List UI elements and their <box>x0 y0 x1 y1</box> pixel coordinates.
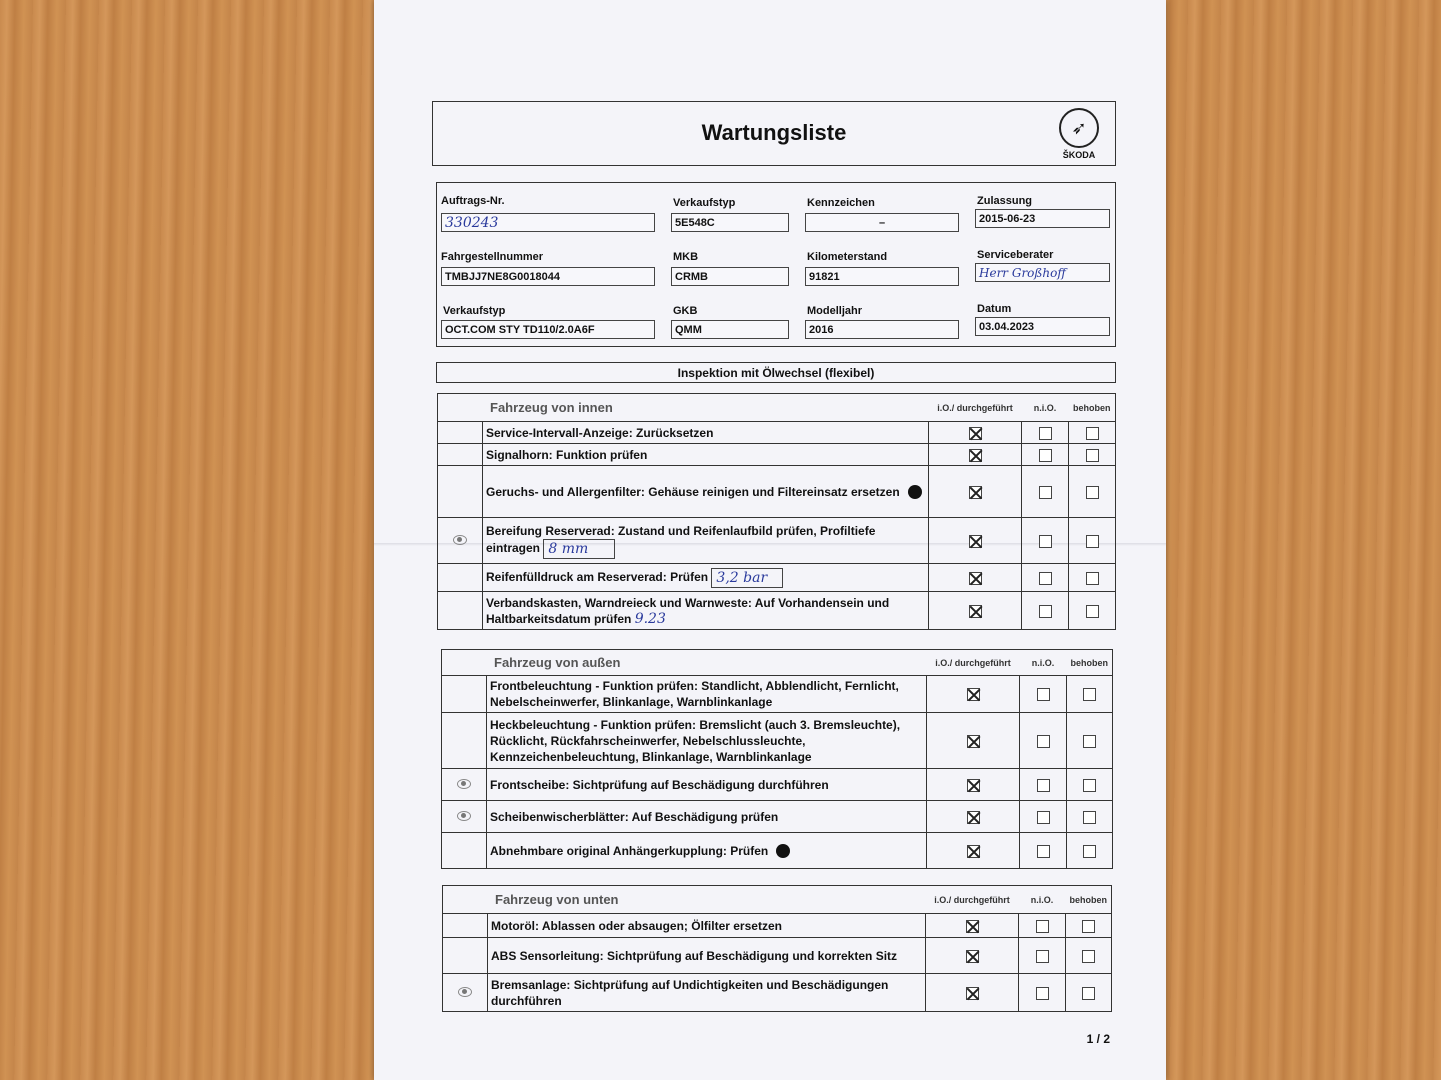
row-text-cell <box>483 564 929 592</box>
behoben-checkbox[interactable] <box>1086 535 1099 548</box>
row-text: Service-Intervall-Anzeige: Zurücksetzen <box>483 422 929 444</box>
table-row <box>438 422 1116 444</box>
col-nio-header: n.i.O. <box>1019 886 1066 914</box>
nio-cell <box>1022 422 1069 444</box>
row-icon-cell <box>443 914 488 938</box>
row-icon-cell <box>443 938 488 974</box>
behoben-cell <box>1066 914 1112 938</box>
gkb-value: QMM <box>671 320 789 339</box>
fahrgestell-label: Fahrgestellnummer <box>441 251 544 263</box>
row-icon-cell <box>442 713 487 769</box>
io-checkbox[interactable] <box>966 920 979 933</box>
behoben-cell <box>1067 833 1113 869</box>
nio-cell <box>1022 466 1069 518</box>
row-text: ABS Sensorleitung: Sichtprüfung auf Beschädigung und korrekten Sitz <box>488 938 926 974</box>
table-row <box>442 801 1113 833</box>
row-text: Geruchs- und Allergenfilter: Gehäuse reinigen und Filtereinsatz ersetzen <box>486 484 900 499</box>
row-icon-cell <box>438 564 483 592</box>
io-cell <box>929 444 1022 466</box>
behoben-cell <box>1069 444 1116 466</box>
inspection-title-box <box>436 362 1116 383</box>
io-checkbox[interactable] <box>969 449 982 462</box>
section-header-row <box>438 394 1116 422</box>
behoben-checkbox[interactable] <box>1083 811 1096 824</box>
row-text: Bremsanlage: Sichtprüfung auf Undichtigkeiten und Beschädigungen durchführen <box>488 974 926 1012</box>
behoben-cell <box>1066 938 1112 974</box>
io-cell <box>927 769 1020 801</box>
row-text: Heckbeleuchtung - Funktion prüfen: Bremslicht (auch 3. Bremsleuchte), Rücklicht, Rückfahrscheinwerfer, Nebelschlussleuchte, Kennzeichenbeleuchtung, Blinkanlage, Warnblinkanlage <box>487 713 927 769</box>
zulassung-value: 2015-06-23 <box>975 209 1110 228</box>
row-text: Motoröl: Ablassen oder absaugen; Ölfilter ersetzen <box>488 914 926 938</box>
eye-icon <box>458 987 472 997</box>
io-checkbox[interactable] <box>969 572 982 585</box>
row-icon-cell <box>442 833 487 869</box>
io-cell <box>926 914 1019 938</box>
io-cell <box>929 422 1022 444</box>
io-cell <box>929 592 1022 630</box>
row-icon-cell <box>438 466 483 518</box>
io-cell <box>929 564 1022 592</box>
io-checkbox[interactable] <box>969 427 982 440</box>
nio-cell <box>1022 518 1069 564</box>
nio-cell <box>1020 801 1067 833</box>
row-text: Frontbeleuchtung - Funktion prüfen: Standlicht, Abblendlicht, Fernlicht, Nebelscheinwerfer, Blinkanlage, Warnblinkanlage <box>487 676 927 713</box>
modelljahr-value: 2016 <box>805 320 959 339</box>
row-icon-cell <box>438 444 483 466</box>
verkaufstyp2-label: Verkaufstyp <box>443 305 506 317</box>
row-text: Verbandskasten, Warndreieck und Warnweste: Auf Vorhandensein und Haltbarkeitsdatum prüfen <box>486 595 890 626</box>
nio-checkbox[interactable] <box>1037 779 1050 792</box>
io-cell <box>926 974 1019 1012</box>
table-row <box>443 914 1112 938</box>
behoben-cell <box>1066 974 1112 1012</box>
behoben-cell <box>1067 713 1113 769</box>
behoben-checkbox[interactable] <box>1083 735 1096 748</box>
nio-checkbox[interactable] <box>1037 845 1050 858</box>
section-unten-table <box>442 885 1112 1012</box>
io-checkbox[interactable] <box>969 486 982 499</box>
io-cell <box>927 676 1020 713</box>
io-checkbox[interactable] <box>966 987 979 1000</box>
col-behoben-header: behoben <box>1066 886 1112 914</box>
io-checkbox[interactable] <box>967 688 980 701</box>
table-row <box>438 592 1116 630</box>
io-checkbox[interactable] <box>967 811 980 824</box>
io-checkbox[interactable] <box>967 845 980 858</box>
km-value: 91821 <box>805 267 959 286</box>
io-checkbox[interactable] <box>969 535 982 548</box>
col-behoben-header: behoben <box>1069 394 1116 422</box>
section-title: Fahrzeug von außen <box>442 650 927 676</box>
table-row <box>438 444 1116 466</box>
io-cell <box>926 938 1019 974</box>
profiltiefe-entry[interactable]: 8 mm <box>543 539 615 559</box>
table-row <box>442 833 1113 869</box>
table-row <box>443 938 1112 974</box>
row-icon-cell <box>438 518 483 564</box>
kennzeichen-value: – <box>805 213 959 232</box>
behoben-checkbox[interactable] <box>1083 779 1096 792</box>
page-number: 1 / 2 <box>1086 1032 1110 1046</box>
behoben-checkbox[interactable] <box>1083 688 1096 701</box>
behoben-checkbox[interactable] <box>1086 605 1099 618</box>
col-nio-header: n.i.O. <box>1020 650 1067 676</box>
section-innen-table <box>437 393 1116 630</box>
nio-cell <box>1019 974 1066 1012</box>
table-row <box>438 466 1116 518</box>
nio-cell <box>1020 676 1067 713</box>
nio-checkbox[interactable] <box>1036 950 1049 963</box>
logo-arrow-icon: ➶ <box>1059 108 1099 148</box>
inspection-title: Inspektion mit Ölwechsel (flexibel) <box>677 366 875 380</box>
haltbarkeit-entry: 9.23 <box>634 610 666 627</box>
io-cell <box>927 713 1020 769</box>
nio-checkbox[interactable] <box>1037 811 1050 824</box>
row-text-cell <box>483 518 929 564</box>
km-label: Kilometerstand <box>807 251 888 263</box>
row-icon-cell <box>443 974 488 1012</box>
gkb-label: GKB <box>673 305 698 317</box>
title-box <box>432 101 1116 166</box>
behoben-checkbox[interactable] <box>1082 950 1095 963</box>
section-title: Fahrzeug von innen <box>438 394 929 422</box>
nio-checkbox[interactable] <box>1039 449 1052 462</box>
row-text: Frontscheibe: Sichtprüfung auf Beschädigung durchführen <box>487 769 927 801</box>
modelljahr-label: Modelljahr <box>807 305 863 317</box>
nio-checkbox[interactable] <box>1039 486 1052 499</box>
logo-brand-text: ŠKODA <box>1062 150 1096 160</box>
fahrgestell-value: TMBJJ7NE8G0018044 <box>441 267 655 286</box>
eye-icon <box>453 535 467 545</box>
row-icon-cell <box>442 676 487 713</box>
row-text: Scheibenwischerblätter: Auf Beschädigung prüfen <box>487 801 927 833</box>
col-io-header: i.O./ durchgeführt <box>926 886 1019 914</box>
section-aussen-table <box>441 649 1113 869</box>
table-row <box>442 769 1113 801</box>
nio-cell <box>1020 769 1067 801</box>
behoben-checkbox[interactable] <box>1082 920 1095 933</box>
section-title: Fahrzeug von unten <box>443 886 926 914</box>
vehicle-info-box <box>436 182 1116 347</box>
filled-dot-icon <box>908 485 922 499</box>
auftrag-value: 330243 <box>441 213 655 232</box>
nio-cell <box>1022 592 1069 630</box>
behoben-cell <box>1069 422 1116 444</box>
row-text: Bereifung Reserverad: Zustand und Reifenlaufbild prüfen, Profiltiefe eintragen <box>486 523 876 555</box>
document-page <box>374 0 1166 1080</box>
nio-cell <box>1019 938 1066 974</box>
io-cell <box>927 801 1020 833</box>
row-text-cell <box>483 466 929 518</box>
zulassung-label: Zulassung <box>977 195 1033 207</box>
io-cell <box>929 466 1022 518</box>
nio-checkbox[interactable] <box>1037 735 1050 748</box>
section-header-row <box>443 886 1112 914</box>
berater-label: Serviceberater <box>977 249 1054 261</box>
behoben-cell <box>1069 466 1116 518</box>
row-text: Abnehmbare original Anhängerkupplung: Prüfen <box>490 843 769 858</box>
io-checkbox[interactable] <box>969 605 982 618</box>
behoben-cell <box>1069 592 1116 630</box>
nio-checkbox[interactable] <box>1039 427 1052 440</box>
section-header-row <box>442 650 1113 676</box>
behoben-cell <box>1067 769 1113 801</box>
document-title: Wartungsliste <box>701 120 847 145</box>
col-nio-header: n.i.O. <box>1022 394 1069 422</box>
behoben-cell <box>1069 518 1116 564</box>
row-icon-cell <box>442 769 487 801</box>
nio-checkbox[interactable] <box>1036 987 1049 1000</box>
eye-icon <box>457 779 471 789</box>
row-icon-cell <box>438 592 483 630</box>
col-io-header: i.O./ durchgeführt <box>929 394 1022 422</box>
table-row <box>438 564 1116 592</box>
io-cell <box>929 518 1022 564</box>
table-row <box>438 518 1116 564</box>
table-row <box>442 713 1113 769</box>
eye-icon <box>457 811 471 821</box>
row-text-cell <box>483 592 929 630</box>
row-text-cell <box>487 833 927 869</box>
verkaufstyp-value: 5E548C <box>671 213 789 232</box>
datum-value: 03.04.2023 <box>975 317 1110 336</box>
nio-checkbox[interactable] <box>1036 920 1049 933</box>
behoben-checkbox[interactable] <box>1086 427 1099 440</box>
nio-checkbox[interactable] <box>1039 572 1052 585</box>
behoben-checkbox[interactable] <box>1082 987 1095 1000</box>
nio-cell <box>1022 564 1069 592</box>
row-text: Signalhorn: Funktion prüfen <box>483 444 929 466</box>
io-checkbox[interactable] <box>967 735 980 748</box>
skoda-logo <box>1055 108 1103 160</box>
io-checkbox[interactable] <box>966 950 979 963</box>
nio-cell <box>1022 444 1069 466</box>
behoben-checkbox[interactable] <box>1086 572 1099 585</box>
auftrag-label: Auftrags-Nr. <box>441 195 505 207</box>
reifendruck-entry[interactable]: 3,2 bar <box>711 568 783 588</box>
mkb-label: MKB <box>673 251 699 263</box>
col-io-header: i.O./ durchgeführt <box>927 650 1020 676</box>
col-behoben-header: behoben <box>1067 650 1113 676</box>
nio-checkbox[interactable] <box>1037 688 1050 701</box>
datum-label: Datum <box>977 303 1012 315</box>
row-icon-cell <box>438 422 483 444</box>
io-cell <box>927 833 1020 869</box>
behoben-cell <box>1067 676 1113 713</box>
filled-dot-icon <box>776 844 790 858</box>
behoben-checkbox[interactable] <box>1086 486 1099 499</box>
row-text: Reifenfülldruck am Reserverad: Prüfen <box>486 569 709 584</box>
table-row <box>442 676 1113 713</box>
kennzeichen-label: Kennzeichen <box>807 197 875 209</box>
io-checkbox[interactable] <box>967 779 980 792</box>
berater-value: Herr Großhoff <box>975 263 1110 282</box>
verkaufstyp2-value: OCT.COM STY TD110/2.0A6F <box>441 320 655 339</box>
behoben-cell <box>1067 801 1113 833</box>
behoben-checkbox[interactable] <box>1083 845 1096 858</box>
behoben-checkbox[interactable] <box>1086 449 1099 462</box>
nio-checkbox[interactable] <box>1039 605 1052 618</box>
table-row <box>443 974 1112 1012</box>
verkaufstyp-label: Verkaufstyp <box>673 197 736 209</box>
row-icon-cell <box>442 801 487 833</box>
nio-cell <box>1020 713 1067 769</box>
nio-cell <box>1019 914 1066 938</box>
mkb-value: CRMB <box>671 267 789 286</box>
behoben-cell <box>1069 564 1116 592</box>
nio-checkbox[interactable] <box>1039 535 1052 548</box>
nio-cell <box>1020 833 1067 869</box>
